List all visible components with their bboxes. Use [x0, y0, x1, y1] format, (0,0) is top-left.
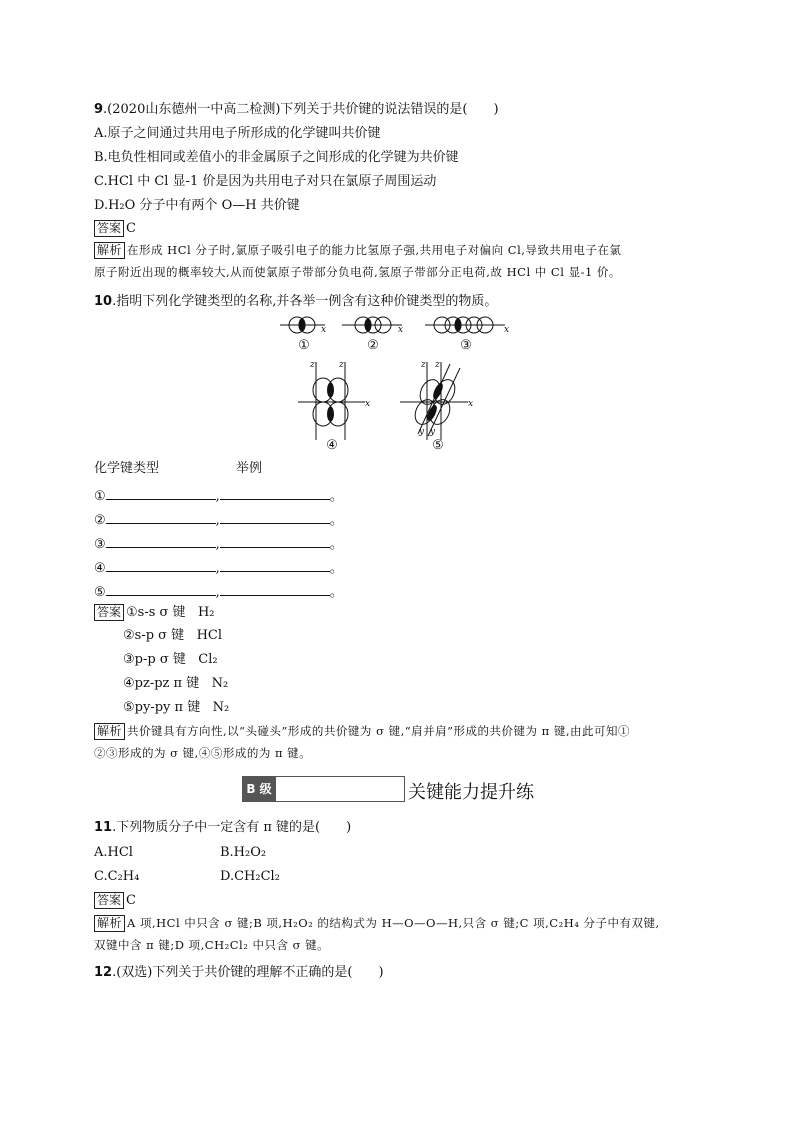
answer-example: H₂: [197, 605, 215, 620]
q9-analysis-line1: 在形成 HCl 分子时,氯原子吸引电子的能力比氢原子强,共用电子对偏向 Cl,导致共用电子在氯: [127, 243, 622, 257]
analysis-tag: 解析: [94, 723, 125, 740]
answer-blank[interactable]: [220, 510, 330, 524]
answer-type: py-py π 键: [134, 700, 201, 715]
axis-label-z: z: [421, 360, 426, 370]
figure-label-4: ④: [326, 438, 338, 453]
answer-type: s-p σ 键: [134, 628, 185, 643]
blank-end: 。: [329, 561, 343, 576]
q10-analysis-line1: 共价键具有方向性,以“头碰头”形成的共价键为 σ 键,“肩并肩”形成的共价键为 π 键,由此可知①: [127, 724, 631, 738]
answer-type: p-p σ 键: [134, 652, 186, 667]
answer-num: ②: [123, 628, 135, 643]
blank-row-3: [94, 534, 343, 553]
blank-row-2: [94, 510, 343, 529]
axis-label-z: z: [310, 360, 315, 370]
q11-analysis-line1: A 项,HCl 中只含 σ 键;B 项,H₂O₂ 的结构式为 H—O—O—H,只含 σ 键;C 项,C₂H₄ 分子中有双键,: [127, 916, 660, 930]
figure-label-2: ②: [367, 338, 379, 353]
answer-blank[interactable]: [220, 534, 330, 548]
q9-option-d: D.H₂O 分子中有两个 O—H 共价键: [94, 198, 300, 213]
blank-end: 。: [329, 585, 343, 600]
blank-row-5: [94, 582, 343, 601]
q10-analysis: [94, 720, 698, 764]
axis-label-x: x: [321, 325, 327, 335]
q11-option-b: B.H₂O₂: [220, 845, 267, 860]
table-header-example: 举例: [236, 461, 263, 476]
answer-blank[interactable]: [220, 582, 330, 596]
answer-num: ⑤: [123, 700, 135, 715]
figure-1-s-s-overlap: [280, 317, 325, 333]
figure-label-5: ⑤: [432, 438, 444, 453]
blank-row-number: ④: [94, 561, 106, 576]
blank-sep: ,: [215, 561, 220, 576]
answer-example: N₂: [211, 676, 229, 691]
answer-blank[interactable]: [106, 534, 216, 548]
q10-answer-1: [94, 604, 215, 621]
orbital-overlap-figure: [270, 312, 520, 462]
blank-sep: ,: [215, 513, 220, 528]
answer-blank[interactable]: [106, 510, 216, 524]
q11-option-d: D.CH₂Cl₂: [220, 869, 280, 884]
blank-row-4: [94, 558, 343, 577]
q9-answer: [94, 220, 136, 237]
q9-answer-value: C: [126, 221, 136, 236]
q11-option-a: A.HCl: [94, 845, 133, 860]
answer-blank[interactable]: [106, 558, 216, 572]
answer-blank[interactable]: [106, 582, 216, 596]
answer-tag: 答案: [94, 220, 124, 237]
answer-type: s-s σ 键: [137, 605, 186, 620]
blank-end: 。: [329, 513, 343, 528]
q10-answer-5: [123, 700, 229, 716]
answer-example: N₂: [212, 700, 230, 715]
blank-row-number: ②: [94, 513, 106, 528]
axis-label-x: x: [468, 399, 474, 409]
banner-level-tag: B 级: [242, 776, 276, 802]
analysis-tag: 解析: [94, 915, 125, 932]
q9-option-a: A.原子之间通过共用电子所形成的化学键叫共价键: [94, 126, 381, 141]
blank-end: 。: [329, 537, 343, 552]
q9-analysis-line2: 原子附近出现的概率较大,从而使氯原子带部分负电荷,氢原子带部分正电荷,故 HCl 中 Cl 显-1 价。: [94, 265, 621, 279]
q10-stem: [94, 294, 497, 310]
axis-label-z: z: [435, 360, 440, 370]
blank-row-number: ①: [94, 489, 106, 504]
q11-answer-value: C: [126, 893, 136, 908]
blank-row-number: ⑤: [94, 585, 106, 600]
q9-stem: [94, 102, 499, 118]
q11-analysis: [94, 912, 698, 956]
q10-answer-4: [123, 676, 228, 692]
figure-label-1: ①: [298, 338, 310, 353]
answer-blank[interactable]: [106, 486, 216, 500]
answer-example: Cl₂: [198, 652, 218, 667]
q11-stem-text: .下列物质分子中一定含有 π 键的是( ): [112, 820, 352, 835]
answer-tag: 答案: [94, 604, 124, 621]
analysis-tag: 解析: [94, 242, 125, 259]
blank-sep: ,: [215, 489, 220, 504]
axis-label-z: z: [339, 360, 344, 370]
blank-sep: ,: [215, 537, 220, 552]
figure-label-3: ③: [460, 338, 472, 353]
q10-stem-text: .指明下列化学键类型的名称,并各举一例含有这种价键类型的物质。: [112, 294, 498, 309]
axis-label-y: y: [419, 427, 425, 437]
answer-example: HCl: [196, 628, 223, 643]
answer-type: pz-pz π 键: [134, 676, 200, 691]
q9-analysis: [94, 239, 694, 283]
axis-label-x: x: [365, 399, 371, 409]
answer-tag: 答案: [94, 892, 124, 909]
q11-stem: [94, 820, 351, 836]
q10-answer-3: [123, 652, 218, 668]
section-banner: [242, 776, 554, 802]
q12-stem-text: .(双选)下列关于共价键的理解不正确的是( ): [112, 965, 384, 980]
q10-number: 10: [94, 294, 113, 309]
q12-number: 12: [94, 965, 113, 980]
answer-blank[interactable]: [220, 558, 330, 572]
q9-number: 9: [94, 102, 104, 117]
blank-row-1: [94, 486, 343, 505]
table-header-type: 化学键类型: [94, 461, 160, 476]
axis-label-y: y: [430, 427, 436, 437]
q11-number: 11: [94, 820, 113, 835]
answer-blank[interactable]: [220, 486, 330, 500]
answer-num: ③: [123, 652, 135, 667]
q9-stem-text: .(2020山东德州一中高二检测)下列关于共价键的说法错误的是( ): [103, 102, 499, 117]
figure-3-p-p-overlap: [425, 317, 505, 333]
q9-option-b: B.电负性相同或差值小的非金属原子之间形成的化学键为共价键: [94, 150, 459, 165]
q12-stem: [94, 965, 384, 981]
axis-label-x: x: [398, 325, 404, 335]
blank-row-number: ③: [94, 537, 106, 552]
q10-answer-2: [123, 628, 222, 644]
q9-option-c: C.HCl 中 Cl 显-1 价是因为共用电子对只在氯原子周围运动: [94, 174, 437, 189]
figure-4-pz-pz-overlap: [298, 362, 365, 440]
banner-title: 关键能力提升练: [408, 782, 534, 803]
q10-analysis-line2: ②③形成的为 σ 键,④⑤形成的为 π 键。: [94, 746, 312, 760]
blank-sep: ,: [215, 585, 220, 600]
answer-num: ①: [126, 605, 138, 620]
axis-label-x: x: [504, 325, 510, 335]
answer-num: ④: [123, 676, 135, 691]
q11-analysis-line2: 双键中含 π 键;D 项,CH₂Cl₂ 中只含 σ 键。: [94, 938, 330, 952]
banner-box: [274, 776, 405, 802]
figure-2-s-p-overlap: [342, 317, 402, 333]
blank-end: 。: [329, 489, 343, 504]
q11-answer: [94, 892, 136, 909]
q11-option-c: C.C₂H₄: [94, 869, 140, 884]
